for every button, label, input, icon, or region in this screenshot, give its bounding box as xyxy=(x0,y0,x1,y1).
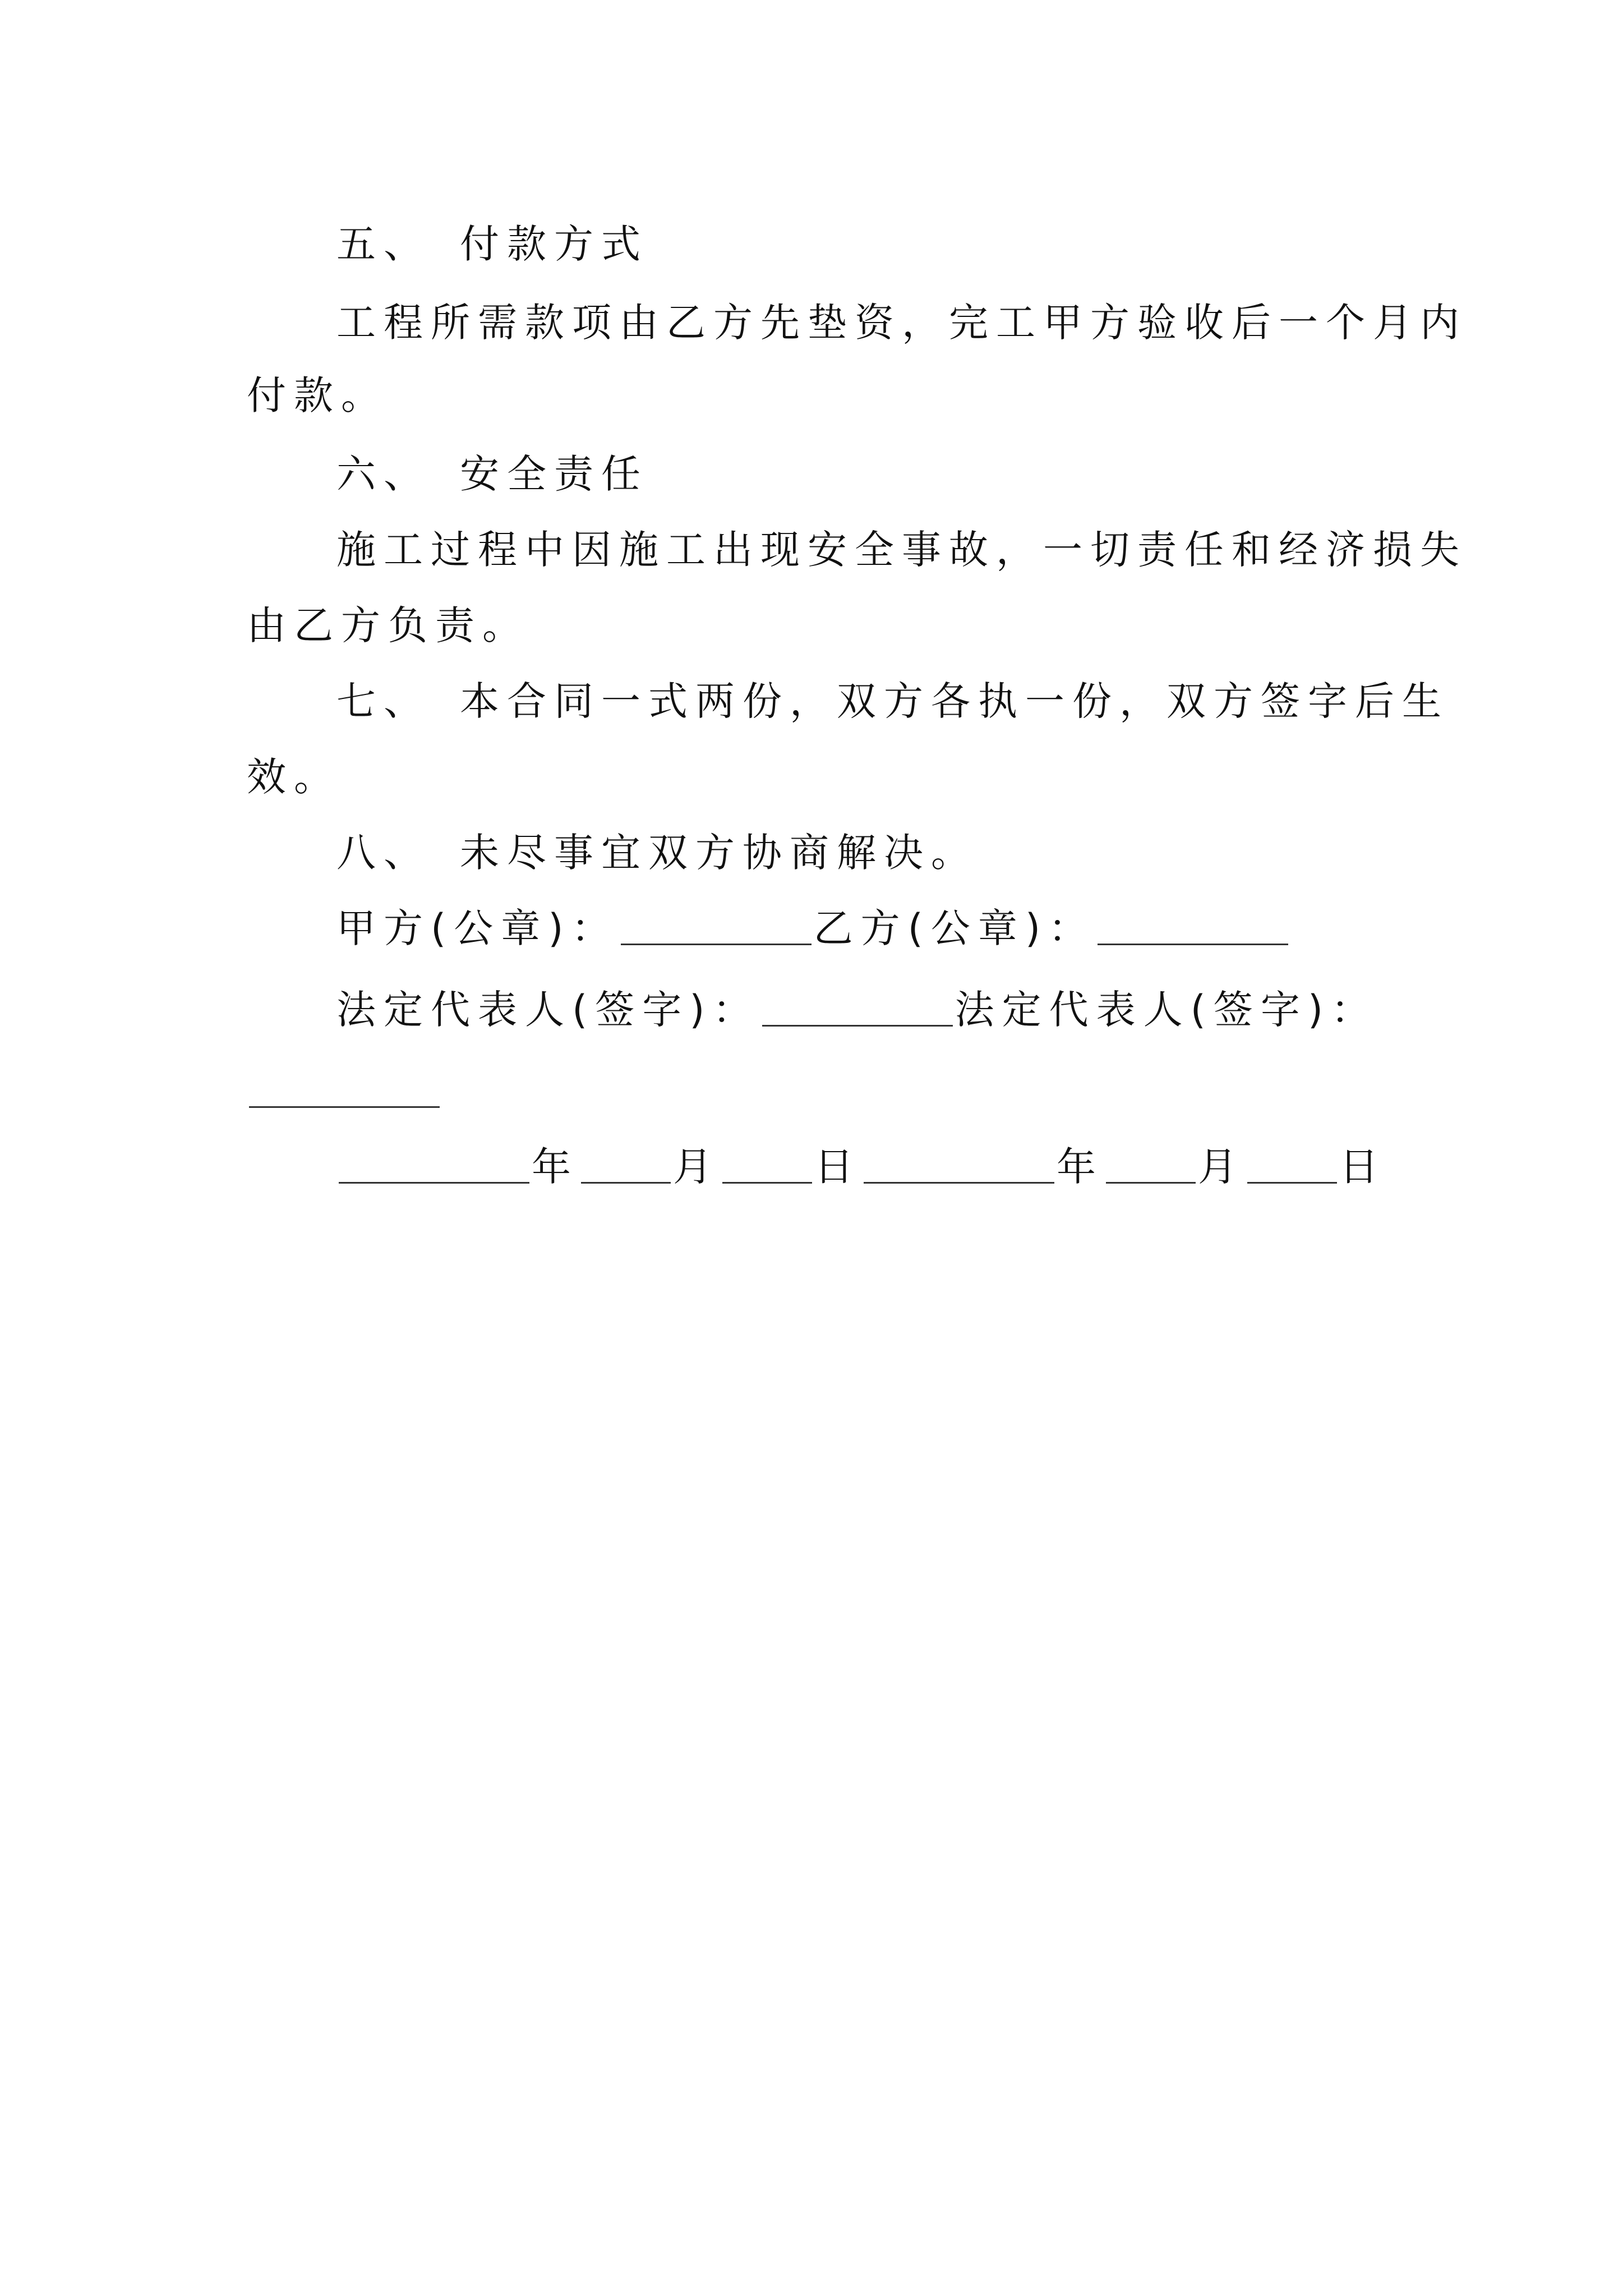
section-title: 付款方式 xyxy=(460,221,648,267)
seal-row xyxy=(336,900,1391,956)
date-a-month-blank[interactable] xyxy=(581,1149,671,1184)
party-a-seal-blank[interactable] xyxy=(621,911,811,945)
year-label: 年 xyxy=(1057,1144,1104,1190)
legal-rep-b-row xyxy=(247,1063,1391,1119)
legal-rep-b-label: 法定代表人(签字)： xyxy=(955,987,1378,1033)
section-heading-payment xyxy=(336,216,1391,272)
date-b-day-blank[interactable] xyxy=(1247,1149,1337,1184)
date-a-year-blank[interactable] xyxy=(339,1149,529,1184)
paragraph-line: 工程所需款项由乙方先垫资，完工甲方验收后一个月内 xyxy=(336,300,1467,346)
party-b-seal-blank[interactable] xyxy=(1098,911,1288,945)
section-title: 安全责任 xyxy=(460,451,648,497)
paragraph-line: 付款。 xyxy=(247,372,388,418)
date-b-year-blank[interactable] xyxy=(864,1149,1054,1184)
section-number: 七、 xyxy=(336,678,431,724)
month-label: 月 xyxy=(673,1144,720,1190)
date-row xyxy=(336,1139,1391,1195)
day-label: 日 xyxy=(1339,1144,1386,1190)
date-b-month-blank[interactable] xyxy=(1106,1149,1196,1184)
section-number: 八、 xyxy=(336,830,431,876)
legal-rep-b-blank[interactable] xyxy=(249,1074,440,1108)
paragraph-line: 由乙方负责。 xyxy=(247,602,529,648)
month-label: 月 xyxy=(1198,1144,1245,1190)
date-a-day-blank[interactable] xyxy=(722,1149,812,1184)
section-clause-copies xyxy=(336,673,1449,729)
legal-rep-row xyxy=(336,982,1391,1038)
section-number: 五、 xyxy=(336,221,431,267)
paragraph-text: 本合同一式两份，双方各执一份，双方签字后生 xyxy=(460,678,1449,724)
year-label: 年 xyxy=(532,1144,579,1190)
legal-rep-a-label: 法定代表人(签字)： xyxy=(336,987,760,1033)
section-number: 六、 xyxy=(336,451,431,497)
paragraph-line: 施工过程中因施工出现安全事故，一切责任和经济损失 xyxy=(336,527,1467,573)
section-clause-misc xyxy=(336,825,1391,881)
party-b-seal-label: 乙方(公章)： xyxy=(813,905,1096,951)
legal-rep-a-blank[interactable] xyxy=(762,992,953,1027)
section-heading-safety xyxy=(336,446,1391,502)
paragraph-line: 效。 xyxy=(247,754,341,800)
party-a-seal-label: 甲方(公章)： xyxy=(336,905,619,951)
day-label: 日 xyxy=(814,1144,861,1190)
paragraph-text: 未尽事宜双方协商解决。 xyxy=(460,830,978,876)
